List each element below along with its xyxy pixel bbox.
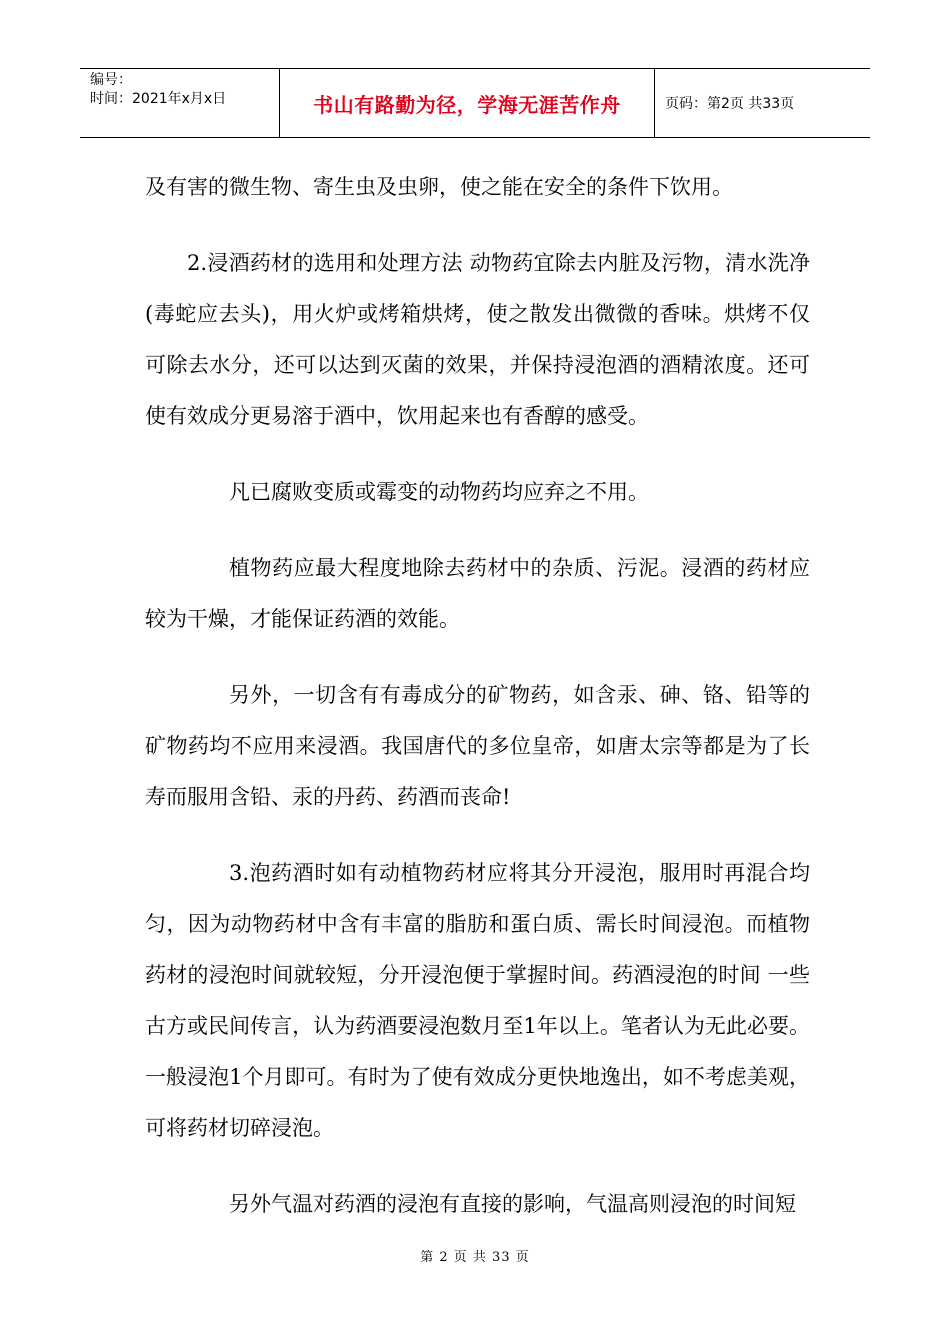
header-meta xyxy=(80,69,280,137)
page-footer: 第 2 页 共 33 页 xyxy=(420,1250,530,1265)
paragraph: 另外气温对药酒的浸泡有直接的影响，气温高则浸泡的时间短 xyxy=(229,1192,796,1216)
header-motto: 书山有路勤为径，学海无涯苦作舟 xyxy=(280,69,655,137)
paragraph: 及有害的微生物、寄生虫及虫卵，使之能在安全的条件下饮用。 xyxy=(145,175,733,199)
document-body xyxy=(145,162,810,1255)
paragraph: 3.泡药酒时如有动植物药材应将其分开浸泡，服用时再混合均匀，因为动物药材中含有丰富的脂肪和蛋白质、需长时间浸泡。而植物药材的浸泡时间就较短，分开浸泡便于掌握时间。药酒浸泡的时间 一些古方或民间传言，认为药酒要浸泡数月至1年以上。笔者认为无此必要。一般浸泡1个月即可。有时为了使有效成分更快地逸出，如不考虑美观，可将药材切碎浸泡。 xyxy=(145,861,810,1140)
paragraph: 另外，一切含有有毒成分的矿物药，如含汞、砷、铬、铅等的矿物药均不应用来浸酒。我国唐代的多位皇帝，如唐太宗等都是为了长寿而服用含铅、汞的丹药、药酒而丧命! xyxy=(145,683,810,809)
header-page-info: 页码：第2页 共33页 xyxy=(665,96,795,112)
page-header xyxy=(80,68,870,138)
paragraph: 凡已腐败变质或霉变的动物药均应弃之不用。 xyxy=(229,480,649,504)
paragraph: 2.浸酒药材的选用和处理方法 动物药宜除去内脏及污物，清水洗净(毒蛇应去头)，用火炉或烤箱烘烤，使之散发出微微的香味。烘烤不仅可除去水分，还可以达到灭菌的效果，并保持浸泡酒的酒精浓度。还可使有效成分更易溶于酒中，饮用起来也有香醇的感受。 xyxy=(145,251,810,428)
paragraph: 植物药应最大程度地除去药材中的杂质、污泥。浸酒的药材应较为干燥，才能保证药酒的效能。 xyxy=(145,556,810,631)
doc-date-label: 时间：2021年x月x日 xyxy=(90,91,227,107)
doc-number-label: 编号： xyxy=(90,72,132,88)
